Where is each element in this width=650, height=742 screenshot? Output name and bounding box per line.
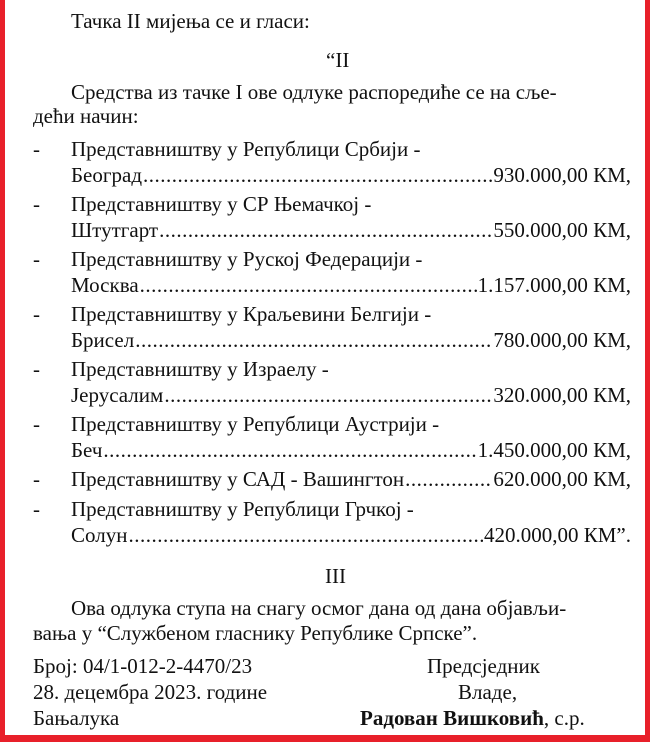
allocation-item bbox=[33, 301, 631, 353]
intro-line-2: дећи начин: bbox=[33, 104, 139, 128]
dot-leader bbox=[164, 382, 492, 408]
dot-leader bbox=[159, 217, 492, 243]
section-iii-heading: III bbox=[325, 564, 346, 588]
dot-leader bbox=[103, 437, 476, 463]
item-city: Штутгарт bbox=[71, 218, 159, 242]
document-number: Број: 04/1-012-2-4470/23 bbox=[33, 654, 253, 678]
signature-line bbox=[360, 705, 585, 731]
item-dash: - bbox=[33, 302, 40, 326]
section-ii-heading: “II bbox=[326, 48, 350, 72]
dot-leader bbox=[135, 327, 492, 353]
item-amount: 420.000,00 КМ”. bbox=[484, 523, 631, 547]
signer-title-1: Предсједник bbox=[427, 654, 540, 678]
item-recipient: Представништву у Републици Грчкој - bbox=[71, 497, 414, 521]
item-dash: - bbox=[33, 247, 40, 271]
dot-leader bbox=[128, 522, 483, 548]
item-dash: - bbox=[33, 497, 40, 521]
dot-leader bbox=[143, 162, 492, 188]
item-recipient: Представништву у Руској Федерацији - bbox=[71, 247, 423, 271]
item-dash: - bbox=[33, 192, 40, 216]
document-page bbox=[5, 0, 645, 735]
item-city: Јерусалим bbox=[71, 383, 164, 407]
effective-line-1: Ова одлука ступа на снагу осмог дана од дана објављи- bbox=[71, 596, 567, 620]
item-recipient: Представништву у Краљевини Белгији - bbox=[71, 302, 432, 326]
allocation-item bbox=[33, 191, 631, 243]
signer-suffix: , с.р. bbox=[543, 706, 585, 730]
item-amount: 1.157.000,00 КМ, bbox=[477, 273, 631, 297]
allocation-item bbox=[33, 246, 631, 298]
item-dash: - bbox=[33, 137, 40, 161]
document-place: Бањалука bbox=[33, 706, 120, 730]
signer-name: Радован Вишковић bbox=[360, 706, 544, 730]
item-city: Солун bbox=[71, 523, 128, 547]
effective-line-2: вања у “Службеном гласнику Републике Српске”. bbox=[33, 621, 478, 645]
intro-line-1: Средства из тачке I ове одлуке распоредиће се на сље- bbox=[71, 80, 557, 104]
item-dash: - bbox=[33, 357, 40, 381]
item-city: Београд bbox=[71, 163, 142, 187]
allocation-item bbox=[33, 496, 631, 548]
dot-leader bbox=[140, 272, 477, 298]
item-amount: 550.000,00 КМ, bbox=[493, 218, 631, 242]
item-city: Беч bbox=[71, 438, 103, 462]
item-dash: - bbox=[33, 467, 40, 491]
item-city: Москва bbox=[71, 273, 139, 297]
item-recipient: Представништву у Републици Аустрији - bbox=[71, 412, 440, 436]
item-amount: 1.450.000,00 КМ, bbox=[477, 438, 631, 462]
allocation-item bbox=[33, 136, 631, 188]
item-city: Брисел bbox=[71, 328, 135, 352]
dot-leader bbox=[405, 466, 492, 492]
amendment-header: Тачка II мијења се и гласи: bbox=[71, 9, 310, 33]
item-recipient: Представништву у САД - Вашингтон bbox=[71, 467, 405, 491]
allocation-item bbox=[33, 466, 631, 492]
item-recipient: Представништву у Републици Србији - bbox=[71, 137, 421, 161]
item-amount: 780.000,00 КМ, bbox=[493, 328, 631, 352]
document-date: 28. децембра 2023. године bbox=[33, 680, 268, 704]
item-amount: 320.000,00 КМ, bbox=[493, 383, 631, 407]
item-recipient: Представништву у СР Њемачкој - bbox=[71, 192, 372, 216]
allocation-item bbox=[33, 356, 631, 408]
item-dash: - bbox=[33, 412, 40, 436]
item-recipient: Представништву у Израелу - bbox=[71, 357, 329, 381]
allocation-item bbox=[33, 411, 631, 463]
signer-title-2: Владе, bbox=[458, 680, 518, 704]
item-amount: 620.000,00 КМ, bbox=[493, 467, 631, 491]
item-amount: 930.000,00 КМ, bbox=[493, 163, 631, 187]
